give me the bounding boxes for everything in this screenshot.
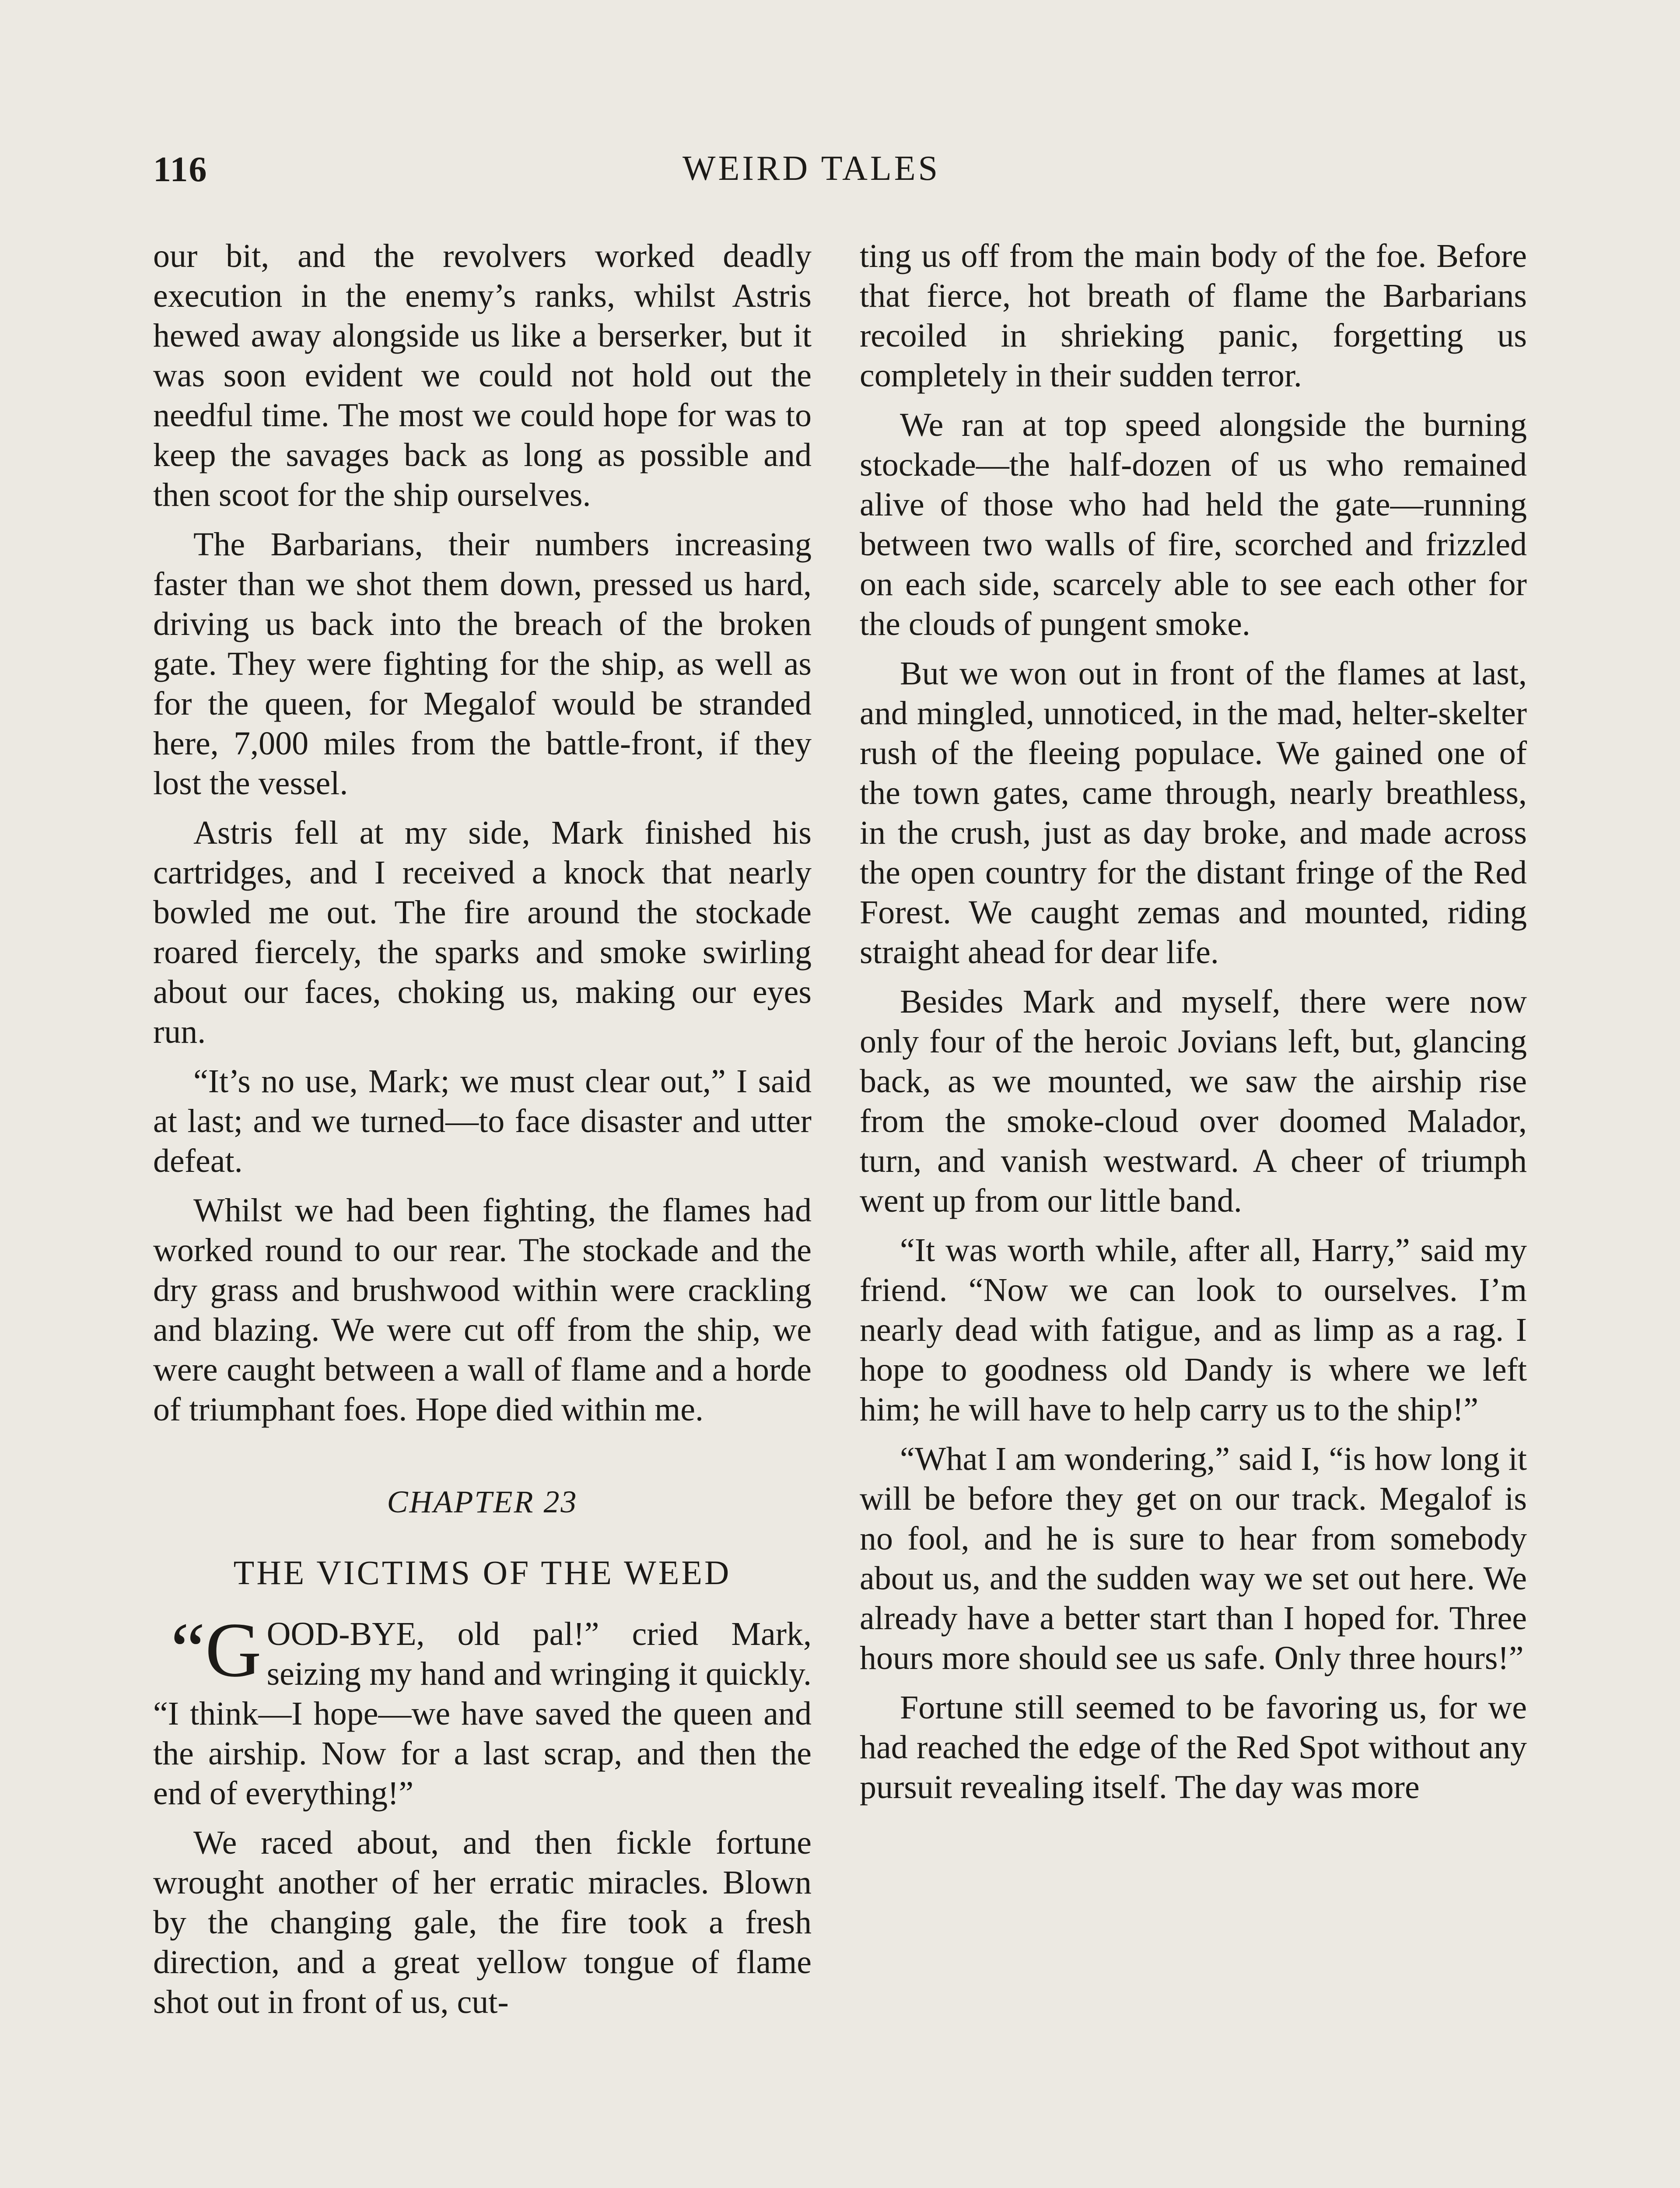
body-paragraph: We ran at top speed alongside the burning stockade—the half-dozen of us who remained alive of those who had held the gate—running between two walls of fire, scorched and frizzled on each side, scarcely able to see each other for the clouds of pungent smoke. [860,407,1527,642]
left-column [153,236,812,2032]
body-paragraph: Whilst we had been fighting, the flames had worked round to our rear. The stockade and the dry grass and brushwood within were crackling and blazing. We were cut off from the ship, we were caught between a wall of flame and a horde of triumphant foes. Hope died within me. [153,1192,812,1428]
continued-paragraph: ting us off from the main body of the foe. Before that fierce, hot breath of flame the Barbarians recoiled in shrieking panic, forgetting us completely in their sudden terror. [860,238,1527,394]
running-title: WEIRD TALES [682,149,941,188]
chapter-title: THE VICTIMS OF THE WEED [233,1553,732,1592]
body-paragraph: “It was worth while, after all, Harry,” said my friend. “Now we can look to ourselves. I’m nearly dead with fatigue, and as limp as a rag. I hope to goodness old Dandy is where we left him; he will have to help carry us to the ship!” [860,1232,1527,1428]
body-paragraph: “It’s no use, Mark; we must clear out,” I said at last; and we turned—to face disaster and utter defeat. [153,1063,812,1179]
body-paragraph: Besides Mark and myself, there were now only four of the heroic Jovians left, but, glancing back, as we mounted, we saw the airship rise from the smoke-cloud over doomed Malador, turn, and vanish westward. A cheer of triumph went up from our little band. [860,983,1527,1219]
body-paragraph: Fortune still seemed to be favoring us, for we had reached the edge of the Red Spot without any pursuit revealing itself. The day was more [860,1689,1527,1806]
page-header [153,149,1527,197]
body-paragraph: The Barbarians, their numbers increasing faster than we shot them down, pressed us hard, driving us back into the breach of the broken gate. They were fighting for the ship, as well as for the queen, for Megalof would be stranded here, 7,000 miles from the battle-front, if they lost the vessel. [153,526,812,802]
page-number: 116 [153,149,208,189]
chapter-number: CHAPTER 23 [387,1484,578,1519]
opening-quote: “ [171,1606,206,1693]
body-paragraph: Astris fell at my side, Mark finished his cartridges, and I received a knock that nearly bowled me out. The fire around the stockade roared fiercely, the sparks and smoke swirling about our faces, choking us, making our eyes run. [153,814,812,1050]
opening-text: old pal!” cried Mark, seizing my hand and wringing it quickly. “I think—I hope—we have saved the queen and the airship. Now for a last scrap, and then the end of everything!” [153,1616,812,1812]
drop-cap [171,1606,262,1693]
opening-smallcaps: OOD-BYE, [266,1616,425,1652]
body-paragraph: “What I am wondering,” said I, “is how long it will be before they get on our track. Megalof is no fool, and he is sure to hear from somebody about us, and the sudden way we set out here. We already have a better start than I hoped for. Three hours more should see us safe. Only three hours!” [860,1441,1527,1676]
body-paragraph: our bit, and the revolvers worked deadly execution in the enemy’s ranks, whilst Astris hewed away alongside us like a berserker, but it was soon evident we could not hold out the needful time. The most we could hope for was to keep the savages back as long as possible and then scoot for the ship ourselves. [153,238,812,513]
right-column [860,236,1527,1817]
body-paragraph: But we won out in front of the flames at last, and mingled, unnoticed, in the mad, helter-skelter rush of the fleeing populace. We gained one of the town gates, came through, nearly breathless, in the crush, just as day broke, and made across the open country for the distant fringe of the Red Forest. We caught zemas and mounted, riding straight ahead for dear life. [860,655,1527,971]
body-paragraph: We raced about, and then fickle fortune wrought another of her erratic miracles. Blown by the changing gale, the fire took a fresh direction, and a great yellow tongue of flame shot out in front of us, cut- [153,1824,812,2020]
drop-cap-letter: G [205,1606,262,1693]
chapter-opening-paragraph [153,1606,812,1813]
